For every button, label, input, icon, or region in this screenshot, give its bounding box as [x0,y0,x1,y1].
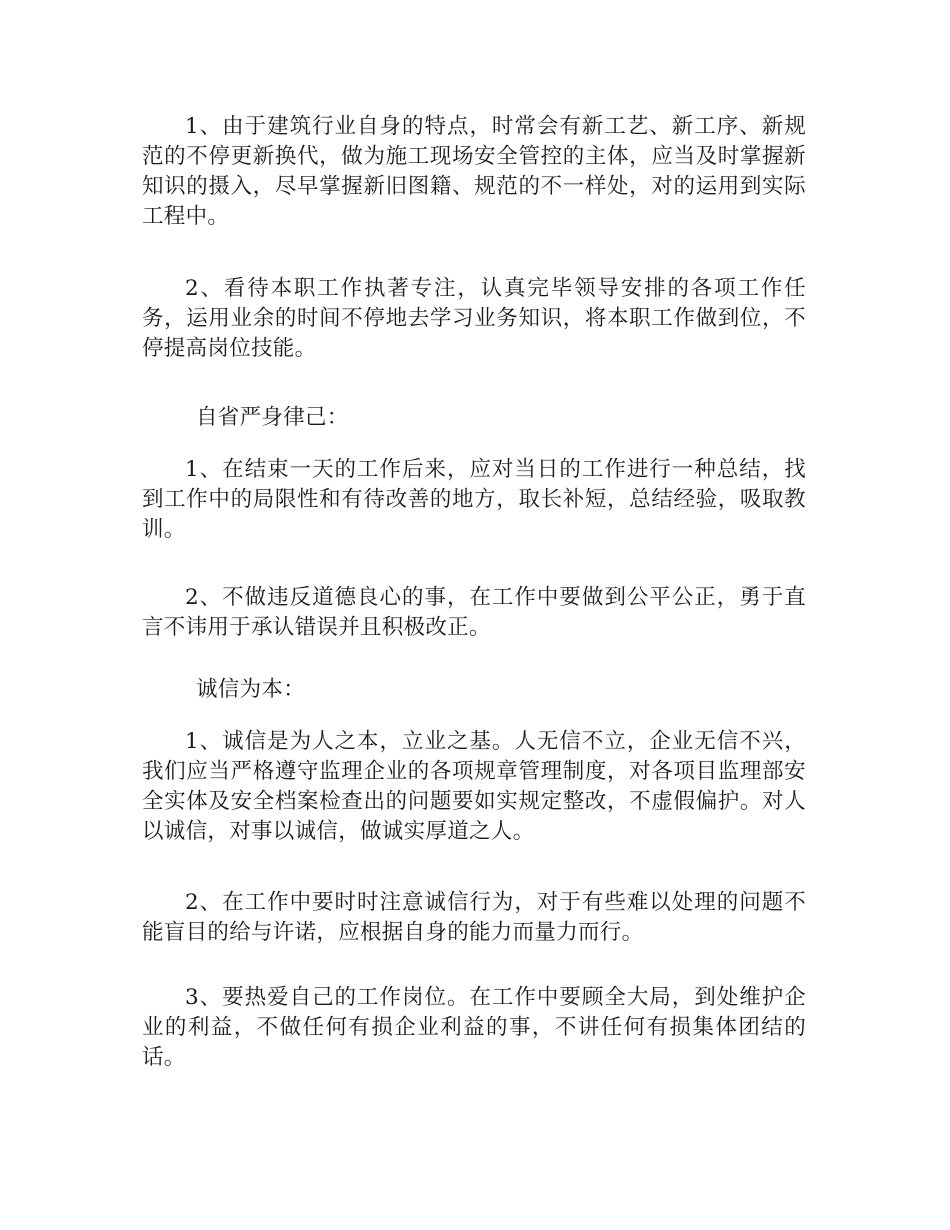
paragraph-s3-item-2: 2、在工作中要时时注意诚信行为，对于有些难以处理的问题不能盲目的给与许诺，应根据自身的能力而量力而行。 [142,890,806,945]
paragraph-s3-item-1: 1、诚信是为人之本，立业之基。人无信不立，企业无信不兴，我们应当严格遵守监理企业的各项规章管理制度，对各项目监理部安全实体及安全档案检查出的问题要如实规定整改，不虚假偏护。对人以诚信，对事以诚信，做诚实厚道之人。 [142,729,806,844]
paragraph-s1-item-2: 2、看待本职工作执著专注，认真完毕领导安排的各项工作任务，运用业余的时间不停地去学习业务知识，将本职工作做到位，不停提高岗位技能。 [142,276,806,361]
paragraph-s2-item-2: 2、不做违反道德良心的事，在工作中要做到公平公正，勇于直言不讳用于承认错误并且积极改正。 [142,585,806,640]
section-heading-self-discipline: 自省严身律己： [196,405,349,430]
paragraph-s3-item-3: 3、要热爱自己的工作岗位。在工作中要顾全大局，到处维护企业的利益，不做任何有损企业利益的事，不讲任何有损集体团结的话。 [142,985,806,1070]
section-heading-integrity: 诚信为本： [196,677,306,702]
paragraph-s1-item-1: 1、由于建筑行业自身的特点，时常会有新工艺、新工序、新规范的不停更新换代，做为施工现场安全管控的主体，应当及时掌握新知识的摄入，尽早掌握新旧图籍、规范的不一样处，对的运用到实际工程中。 [142,114,806,229]
paragraph-s2-item-1: 1、在结束一天的工作后来，应对当日的工作进行一种总结，找到工作中的局限性和有待改善的地方，取长补短，总结经验，吸取教训。 [142,457,806,542]
